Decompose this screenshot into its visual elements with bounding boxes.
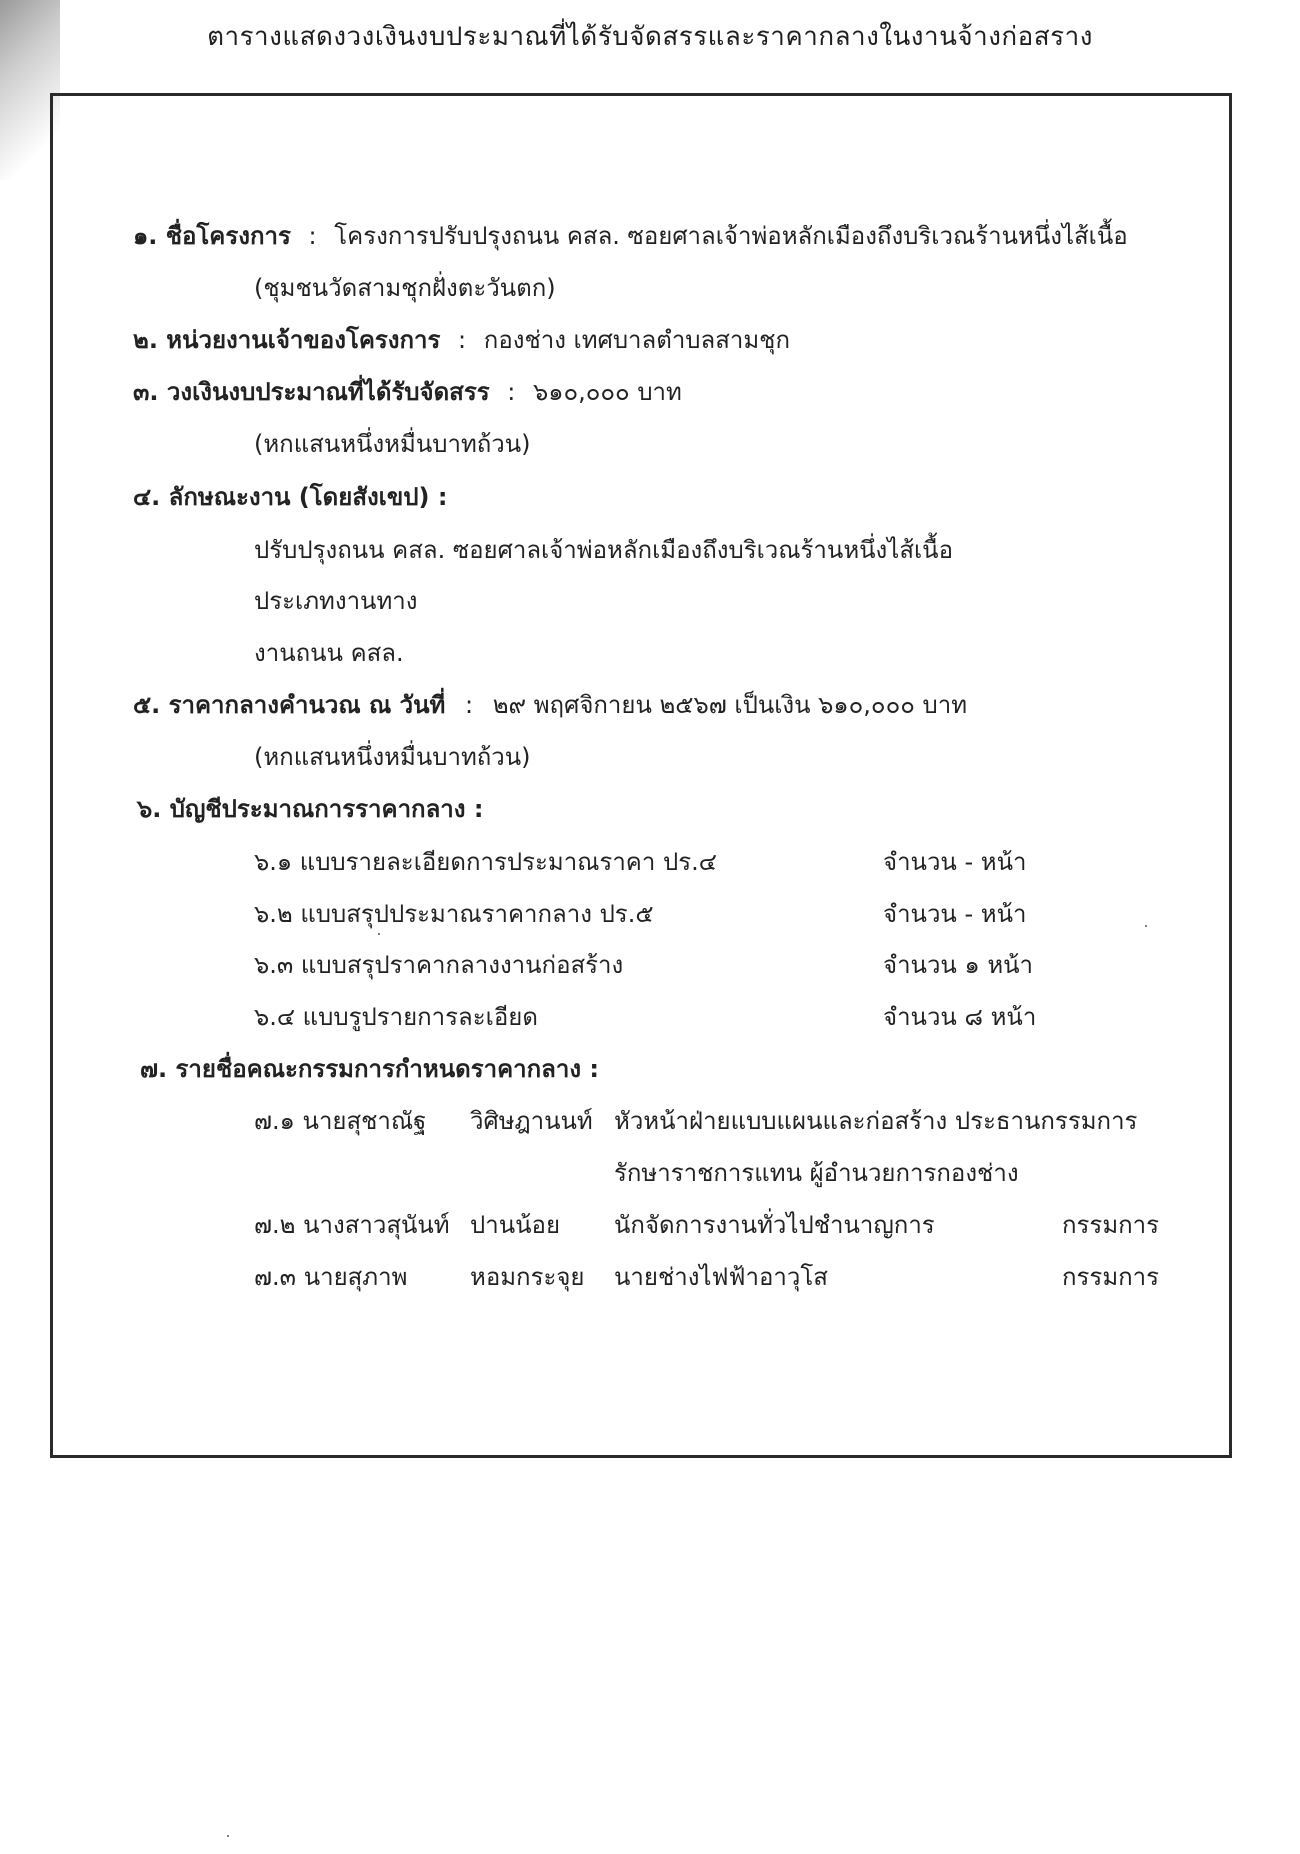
member-name: ๗.๓ นายสุภาพ	[254, 1263, 408, 1291]
item5-label: ๕. ราคากลางคำนวณ ณ วันที่	[133, 691, 446, 719]
item1-label-row	[133, 216, 1128, 255]
item1-label: ๑. ชื่อโครงการ	[133, 222, 291, 250]
member-role: กรรมการ	[1062, 1211, 1160, 1239]
scan-speck	[378, 933, 380, 935]
item3-words: (หกแสนหนึ่งหมื่นบาทถ้วน)	[254, 430, 531, 458]
item5-value: ๒๙ พฤศจิกายน ๒๕๖๗ เป็นเงิน ๖๑๐,๐๐๐ บาท	[492, 691, 968, 719]
item6-row-count: จำนวน - หน้า	[883, 848, 1027, 876]
member-role: กรรมการ	[1062, 1263, 1160, 1291]
item6-row-name: ๖.๒ แบบสรุปประมาณราคากลาง ปร.๕	[254, 900, 654, 928]
item6-row-count: จำนวน ๘ หน้า	[883, 1003, 1037, 1031]
member-position-line2: รักษาราชการแทน ผู้อำนวยการกองช่าง	[614, 1159, 1019, 1187]
item5-words: (หกแสนหนึ่งหมื่นบาทถ้วน)	[254, 743, 531, 771]
item5-sep: :	[464, 691, 474, 719]
item2-row	[133, 320, 790, 359]
item6-row-name: ๖.๔ แบบรูปรายการละเอียด	[254, 1003, 538, 1031]
content-frame	[50, 93, 1232, 1458]
item3-label: ๓. วงเงินงบประมาณที่ได้รับจัดสรร	[133, 378, 490, 406]
member-surname: วิศิษฎานนท์	[470, 1107, 593, 1135]
item2-sep: :	[458, 326, 467, 354]
item1-sep: :	[308, 222, 317, 250]
item3-row	[133, 372, 682, 411]
item1-value: โครงการปรับปรุงถนน คสล. ซอยศาลเจ้าพ่อหลักเมืองถึงบริเวณร้านหนึ่งไส้เนื้อ	[334, 222, 1128, 250]
item4-line1: ปรับปรุงถนน คสล. ซอยศาลเจ้าพ่อหลักเมืองถึงบริเวณร้านหนึ่งไส้เนื้อ	[254, 536, 953, 564]
scan-speck	[227, 1835, 229, 1837]
member-surname: หอมกระจุย	[470, 1263, 585, 1291]
item7-label: ๗. รายชื่อคณะกรรมการกำหนดราคากลาง :	[140, 1055, 599, 1083]
item4-line3: งานถนน คสล.	[254, 639, 404, 667]
item6-label: ๖. บัญชีประมาณการราคากลาง :	[137, 795, 484, 823]
item3-sep: :	[507, 378, 516, 406]
scan-speck	[1145, 925, 1147, 927]
member-position: นายช่างไฟฟ้าอาวุโส	[614, 1263, 828, 1291]
item4-line2: ประเภทงานทาง	[254, 587, 418, 615]
item6-row-count: จำนวน ๑ หน้า	[883, 951, 1034, 979]
member-position: นักจัดการงานทั่วไปชำนาญการ	[614, 1211, 935, 1239]
item2-value: กองช่าง เทศบาลตำบลสามชุก	[483, 326, 791, 354]
item3-value: ๖๑๐,๐๐๐ บาท	[533, 378, 682, 406]
item6-row-name: ๖.๓ แบบสรุปราคากลางงานก่อสร้าง	[254, 951, 624, 979]
member-name: ๗.๑ นายสุชาณัฐ	[254, 1107, 427, 1135]
item6-row-name: ๖.๑ แบบรายละเอียดการประมาณราคา ปร.๔	[254, 848, 717, 876]
item1-value-line2: (ชุมชนวัดสามชุกฝั่งตะวันตก)	[254, 274, 556, 302]
item5-row	[133, 685, 967, 724]
member-name: ๗.๒ นางสาวสุนันท์	[254, 1211, 450, 1239]
item2-label: ๒. หน่วยงานเจ้าของโครงการ	[133, 326, 441, 354]
page-title: ตารางแสดงวงเงินงบประมาณที่ได้รับจัดสรรและราคากลางในงานจ้างก่อสราง	[207, 22, 1093, 52]
item6-row-count: จำนวน - หน้า	[883, 900, 1027, 928]
member-surname: ปานน้อย	[470, 1211, 560, 1239]
item4-label: ๔. ลักษณะงาน (โดยสังเขป) :	[133, 483, 448, 511]
member-position: หัวหน้าฝ่ายแบบแผนและก่อสร้าง ประธานกรรมการ	[614, 1107, 1138, 1135]
